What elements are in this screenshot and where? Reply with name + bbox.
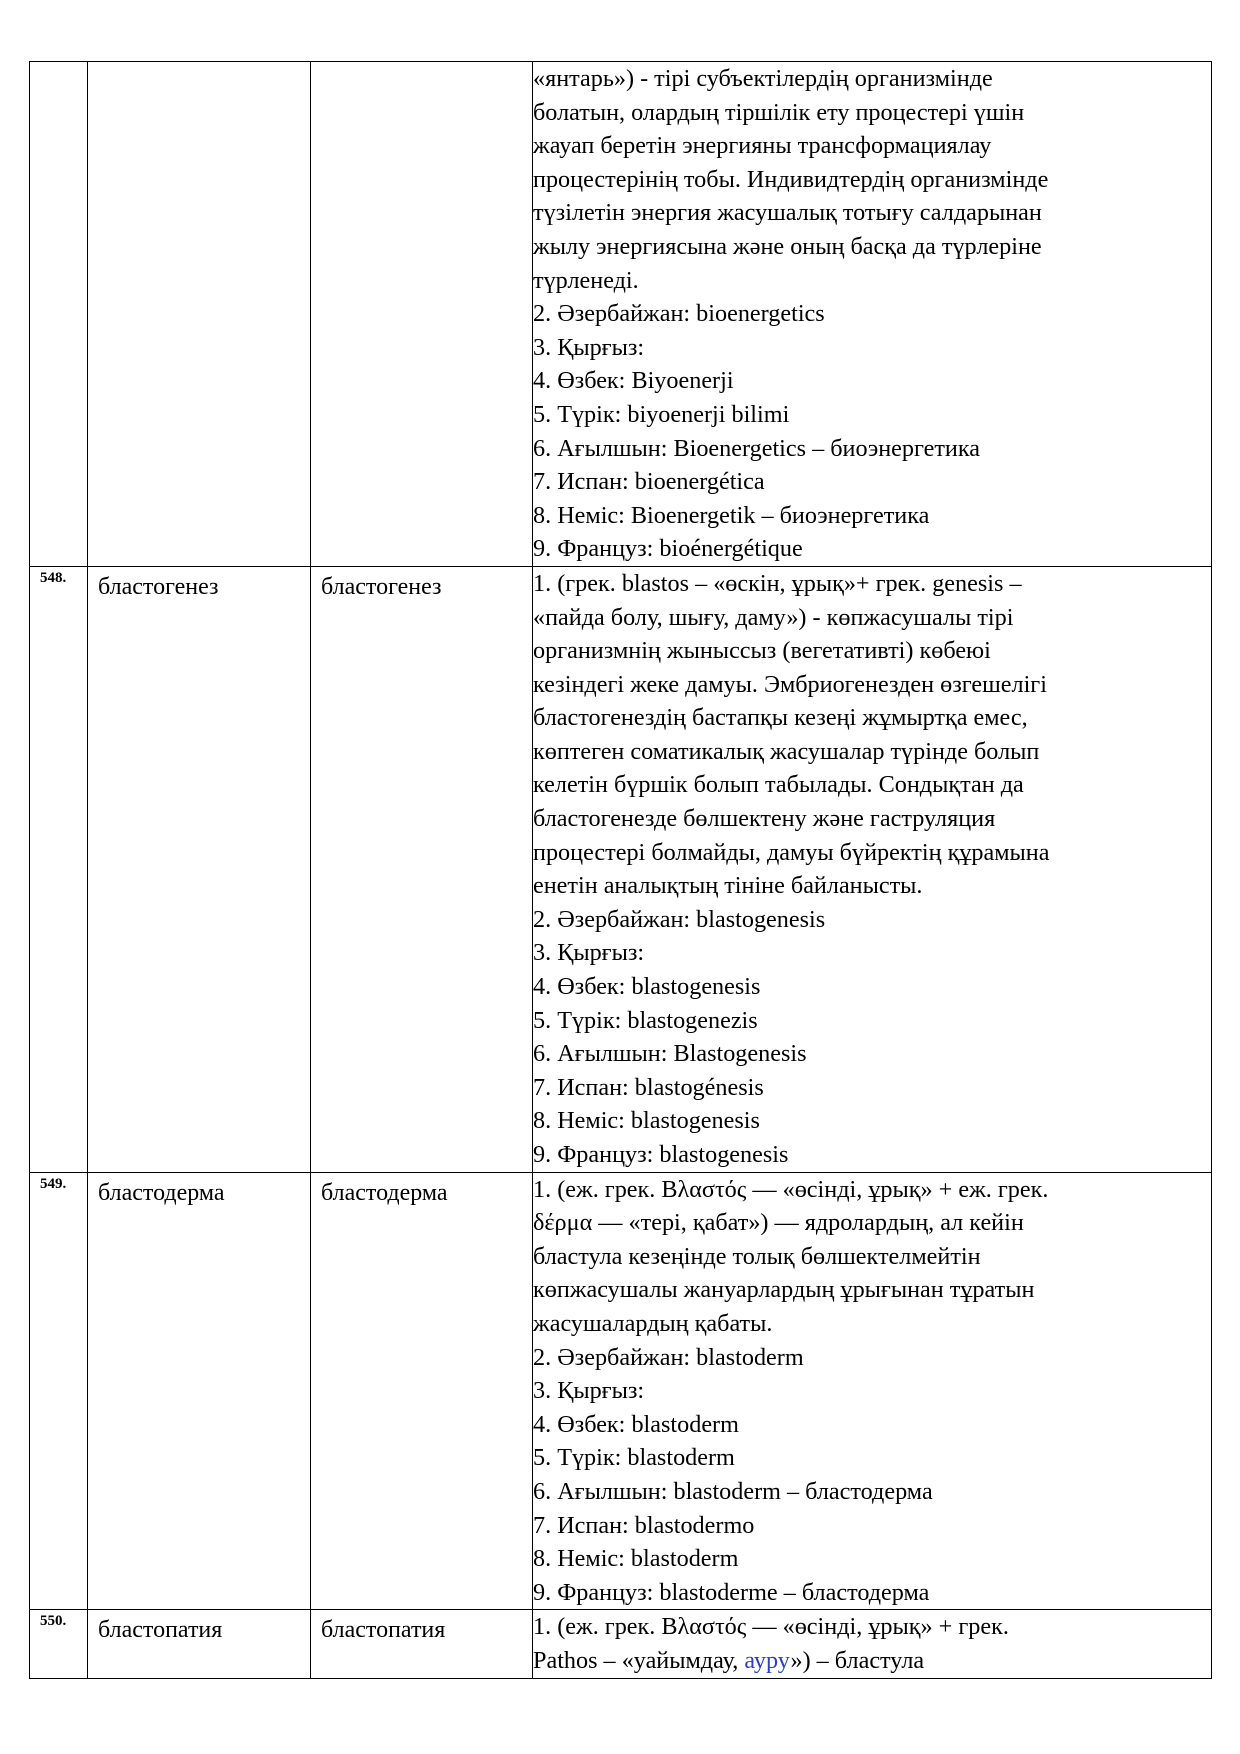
term-russian-cell xyxy=(311,1172,533,1610)
definition-line: 1. (еж. грек. Βλαστός — «өсінді, ұрық» + еж. грек. xyxy=(533,1175,1049,1203)
term-row xyxy=(30,62,1212,567)
definition-line: көпжасушалы жануарлардың ұрығынан тұратын xyxy=(533,1276,1035,1304)
row-number xyxy=(30,62,87,64)
definition-line: енетін аналықтың тініне байланысты. xyxy=(533,872,923,900)
definition-line: жылу энергиясына және оның басқа да түрлеріне xyxy=(533,232,1042,260)
definition-line: процестері болмайды, дамуы бүйректің құрамына xyxy=(533,838,1050,866)
term-kazakh xyxy=(88,62,310,66)
term-kazakh: бластогенез xyxy=(98,573,219,600)
definition-text: Pathos – «уайымдау, xyxy=(533,1646,745,1674)
definition-line: 4. Өзбек: Biyoenerji xyxy=(533,367,734,395)
definition-line: 9. Француз: bioénergétique xyxy=(533,535,803,563)
definition-line: бластогенезде бөлшектену және гаструляция xyxy=(533,805,996,833)
row-number-cell xyxy=(30,62,88,567)
definition-line: 7. Испан: blastodermo xyxy=(533,1511,755,1539)
definition-line: 9. Француз: blastogenesis xyxy=(533,1141,789,1168)
definition-line: 3. Қырғыз: xyxy=(533,939,645,967)
definition-cell xyxy=(533,1172,1212,1610)
term-russian: бластодерма xyxy=(321,1179,448,1206)
terms-table xyxy=(29,61,1212,1679)
definition-line: 6. Ағылшын: blastoderm – бластодерма xyxy=(533,1477,933,1505)
term-russian: бластогенез xyxy=(321,573,442,600)
definition-line: 2. Әзербайжан: bioenergetics xyxy=(533,300,825,328)
definition-line: организмнің жыныссыз (вегетативті) көбеюі xyxy=(533,637,991,665)
term-kazakh: бластопатия xyxy=(98,1617,223,1644)
definition-cell xyxy=(533,566,1212,1172)
definition-text: ») – бластула xyxy=(790,1646,925,1674)
term-russian-cell xyxy=(311,1610,533,1678)
definition-line: «пайда болу, шығу, даму») - көпжасушалы тірі xyxy=(533,603,1014,631)
row-number-cell xyxy=(30,1610,88,1678)
definition-line: көптеген соматикалық жасушалар түрінде болып xyxy=(533,737,1040,765)
definition-line: жасушалардың қабаты. xyxy=(533,1309,773,1337)
definition-line: 5. Түрік: blastoderm xyxy=(533,1444,735,1472)
definition-line xyxy=(533,1644,1211,1678)
definition-line: 8. Неміс: Bioenergetik – биоэнергетика xyxy=(533,501,930,529)
definition-line: 6. Ағылшын: Bioenergetics – биоэнергетика xyxy=(533,434,980,462)
definition-line: кезіндегі жеке дамуы. Эмбриогенезден өзгешелігі xyxy=(533,670,1047,698)
row-number: 550. xyxy=(40,1613,67,1630)
definition-line: 5. Түрік: biyoenerji bilimi xyxy=(533,400,790,428)
definition-line: 2. Әзербайжан: blastoderm xyxy=(533,1343,804,1371)
definition-link[interactable]: ауру xyxy=(744,1646,791,1674)
row-number: 548. xyxy=(40,569,67,586)
term-russian xyxy=(311,62,532,66)
terms-table-body xyxy=(30,62,1212,1679)
definition-line: 7. Испан: blastogénesis xyxy=(533,1073,764,1101)
definition-line: 4. Өзбек: blastoderm xyxy=(533,1410,739,1438)
definition-line: 7. Испан: bioenergética xyxy=(533,468,765,496)
definition-line: 3. Қырғыз: xyxy=(533,333,645,361)
row-number: 549. xyxy=(40,1175,67,1192)
definition-line: 4. Өзбек: blastogenesis xyxy=(533,973,761,1001)
definition-line: 5. Түрік: blastogenezis xyxy=(533,1006,758,1034)
definition-line: келетін бүршік болып табылады. Сондықтан да xyxy=(533,771,1024,799)
definition-line: түрленеді. xyxy=(533,266,639,294)
definition-line: 6. Ағылшын: Blastogenesis xyxy=(533,1040,807,1068)
term-russian-cell xyxy=(311,566,533,1172)
term-row xyxy=(30,1172,1212,1610)
definition-line: 1. (грек. blastos – «өскін, ұрық»+ грек. genesis – xyxy=(533,569,1022,597)
row-number-cell xyxy=(30,1172,88,1610)
definition-line: 8. Неміс: blastoderm xyxy=(533,1545,739,1573)
definition-line: жауап беретін энергияны трансформациялау xyxy=(533,132,992,160)
definition-line: δέρμα — «тері, қабат») — ядролардың, ал кейін xyxy=(533,1209,1024,1237)
definition-cell xyxy=(533,1610,1212,1678)
definition-line: 3. Қырғыз: xyxy=(533,1377,645,1405)
term-row xyxy=(30,1610,1212,1678)
definition-line: түзілетін энергия жасушалық тотығу салдарынан xyxy=(533,199,1042,227)
definition-line: 8. Неміс: blastogenesis xyxy=(533,1107,760,1135)
definition-line: 1. (еж. грек. Βλαστός — «өсінді, ұрық» + грек. xyxy=(533,1613,1009,1641)
term-russian-cell xyxy=(311,62,533,567)
definition-line: 9. Француз: blastoderme – бластодерма xyxy=(533,1578,930,1606)
term-kazakh-cell xyxy=(88,62,311,567)
definition-line: процестерінің тобы. Индивидтердің организмінде xyxy=(533,165,1049,193)
definition-cell xyxy=(533,62,1212,567)
term-kazakh-cell xyxy=(88,1610,311,1678)
term-kazakh-cell xyxy=(88,566,311,1172)
row-number-cell xyxy=(30,566,88,1172)
term-kazakh: бластодерма xyxy=(98,1179,225,1206)
definition-line: бластула кезеңінде толық бөлшектелмейтін xyxy=(533,1242,981,1270)
definition-line: 2. Әзербайжан: blastogenesis xyxy=(533,905,826,933)
term-russian: бластопатия xyxy=(321,1617,446,1644)
definition-line: «янтарь») - тірі субъектілердің организмінде xyxy=(533,65,993,92)
term-kazakh-cell xyxy=(88,1172,311,1610)
term-row xyxy=(30,566,1212,1172)
definition-line: бластогенездің бастапқы кезеңі жұмыртқа емес, xyxy=(533,704,1028,732)
definition-line: болатын, олардың тіршілік ету процестері үшін xyxy=(533,98,1025,126)
